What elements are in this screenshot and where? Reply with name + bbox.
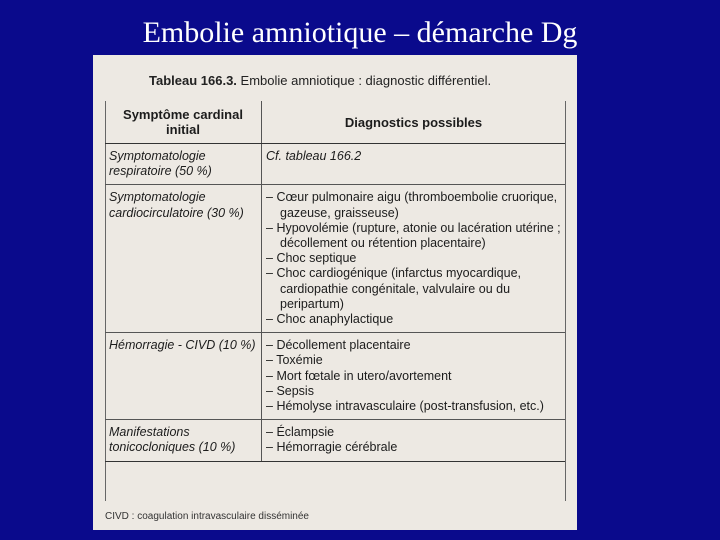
list-item: – Cœur pulmonaire aigu (thromboembolie cruorique, gazeuse, graisseuse)	[266, 190, 561, 220]
table-row	[105, 144, 565, 185]
list-item: – Hémorragie cérébrale	[266, 440, 561, 455]
list-item: – Éclampsie	[266, 425, 561, 440]
symptom-cell: Symptomatologie respiratoire (50 %)	[105, 144, 262, 185]
table-row	[105, 333, 565, 420]
list-item: – Toxémie	[266, 353, 561, 368]
list-item: – Hypovolémie (rupture, atonie ou lacération utérine ; décollement ou rétention placentaire)	[266, 221, 561, 251]
diagnosis-list	[266, 425, 561, 455]
diagnoses-cell	[262, 144, 566, 185]
table-number: Tableau 166.3.	[149, 73, 237, 88]
list-item: – Choc cardiogénique (infarctus myocardique, cardiopathie congénitale, valvulaire ou du peripartum)	[266, 266, 561, 312]
diagnosis-list	[266, 190, 561, 327]
header-diagnoses: Diagnostics possibles	[262, 101, 566, 144]
slide-title: Embolie amniotique – démarche Dg	[142, 16, 578, 49]
diagnosis-list	[266, 338, 561, 414]
symptom-cell: Hémorragie - CIVD (10 %)	[105, 333, 262, 420]
table-caption-text: Embolie amniotique : diagnostic différentiel.	[240, 73, 492, 88]
table-right-rule	[565, 101, 566, 501]
diagnoses-cell	[262, 420, 566, 461]
list-item: – Choc septique	[266, 251, 561, 266]
table-footnote: CIVD : coagulation intravasculaire disséminée	[105, 511, 309, 522]
table-row	[105, 420, 565, 461]
scanned-table-image	[93, 55, 577, 530]
table-caption	[149, 73, 491, 88]
diagnoses-cell	[262, 333, 566, 420]
diagnoses-cell	[262, 185, 566, 333]
table-header-row	[105, 101, 565, 144]
list-item: – Hémolyse intravasculaire (post-transfusion, etc.)	[266, 399, 561, 414]
list-item: – Choc anaphylactique	[266, 312, 561, 327]
list-item: – Mort fœtale in utero/avortement	[266, 369, 561, 384]
list-item: – Décollement placentaire	[266, 338, 561, 353]
header-symptom: Symptôme cardinal initial	[105, 101, 262, 144]
list-item: – Sepsis	[266, 384, 561, 399]
cross-reference: Cf. tableau 166.2	[266, 149, 362, 163]
symptom-cell: Manifestations tonicocloniques (10 %)	[105, 420, 262, 461]
differential-diagnosis-table	[105, 101, 565, 462]
table-row	[105, 185, 565, 333]
symptom-cell: Symptomatologie cardiocirculatoire (30 %)	[105, 185, 262, 333]
